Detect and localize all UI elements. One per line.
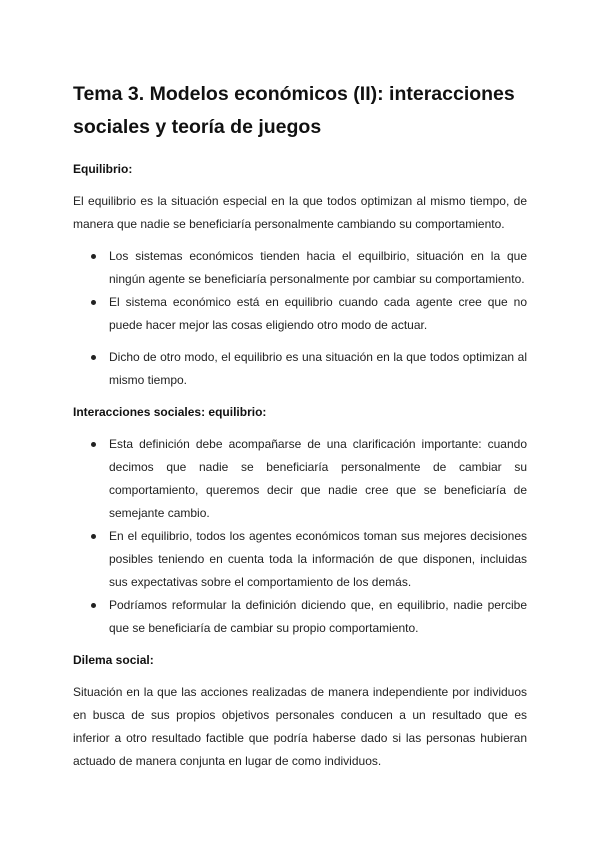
- section-heading-equilibrio: Equilibrio:: [73, 162, 133, 176]
- interacciones-bullet-list: [73, 433, 527, 640]
- list-item: El sistema económico está en equilibrio cuando cada agente cree que no puede hacer mejor las cosas eligiendo otro modo de actuar.: [73, 291, 527, 337]
- document-title: Tema 3. Modelos económicos (II): interacciones sociales y teoría de juegos: [73, 83, 515, 138]
- section-heading-interacciones: Interacciones sociales: equilibrio:: [73, 405, 267, 419]
- document-page: [73, 78, 527, 773]
- equilibrio-paragraph: El equilibrio es la situación especial en la que todos optimizan al mismo tiempo, de manera que nadie se beneficiaría personalmente cambiando su comportamiento.: [73, 194, 527, 231]
- list-item: En el equilibrio, todos los agentes económicos toman sus mejores decisiones posibles teniendo en cuenta toda la información de que disponen, incluidas sus expectativas sobre el comportamiento de los demás.: [73, 525, 527, 594]
- list-item: Podríamos reformular la definición diciendo que, en equilibrio, nadie percibe que se beneficiaría de cambiar su propio comportamiento.: [73, 594, 527, 640]
- section-heading-dilema: Dilema social:: [73, 653, 154, 667]
- equilibrio-bullet-list: [73, 245, 527, 392]
- dilema-paragraph: Situación en la que las acciones realizadas de manera independiente por individuos en busca de sus propios objetivos personales conducen a un resultado que es inferior a otro resultado factible que podría haberse dado si las personas hubieran actuado de manera conjunta en lugar de como individuos.: [73, 685, 527, 768]
- list-item: Los sistemas económicos tienden hacia el equilbirio, situación en la que ningún agente se beneficiaría personalmente por cambiar su comportamiento.: [73, 245, 527, 291]
- list-item: Esta definición debe acompañarse de una clarificación importante: cuando decimos que nadie se beneficiaría personalmente de cambiar su comportamiento, queremos decir que nadie cree que se beneficiaría de semejante cambio.: [73, 433, 527, 525]
- list-item: Dicho de otro modo, el equilibrio es una situación en la que todos optimizan al mismo tiempo.: [73, 346, 527, 392]
